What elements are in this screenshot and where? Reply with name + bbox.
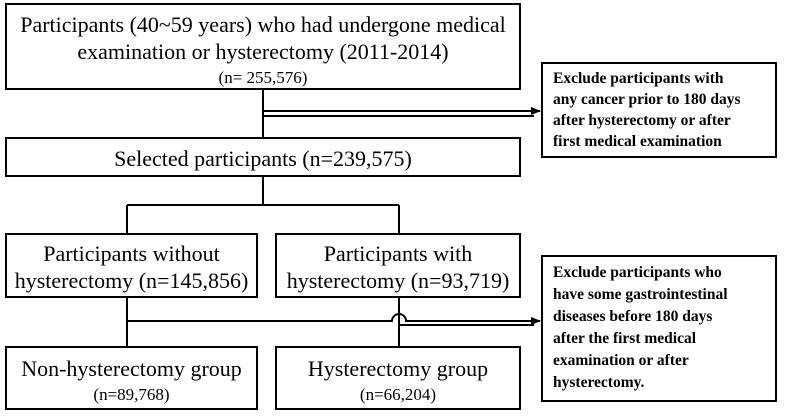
exclusion2-line-5: examination or after [553,352,689,369]
with-line-1: Participants with [323,241,473,266]
exclusion2-line-4: after the first medical [553,330,697,347]
non-hyst-group-count: (n=89,768) [93,385,170,404]
exclusion1-line-1: Exclude participants with [553,70,724,87]
with-line-2: hysterectomy (n=93,719) [286,268,510,293]
exclusion1-line-2: any cancer prior to 180 days [553,91,741,108]
exclusion2-line-6: hysterectomy. [553,374,645,391]
exclusion1-line-3: after hysterectomy or after [553,112,731,129]
initial-count: (n= 255,576) [218,68,308,87]
hysterectomy-group-box [275,346,521,410]
exclusion2-arrow-upper [127,314,540,321]
initial-line-1: Participants (40~59 years) who had undergone medical [20,12,506,37]
initial-line-2: examination or hysterectomy (2011-2014) [77,39,449,64]
without-hysterectomy-box [5,233,258,298]
exclusion2-line-3: diseases before 180 days [553,308,713,325]
exclusion2-line-2: have some gastrointestinal [553,286,728,303]
without-line-1: Participants without [43,241,220,266]
non-hyst-group-label: Non-hysterectomy group [21,356,242,381]
non-hysterectomy-group-box [5,346,258,410]
exclusion1-line-4: first medical examination [553,133,722,150]
exclusion2-line-1: Exclude participants who [553,264,722,281]
initial-participants-box [5,3,521,90]
exclusion-cancer-box [541,62,777,158]
without-line-2: hysterectomy (n=145,856) [14,268,249,293]
hyst-group-count: (n=66,204) [359,385,437,404]
selected-label: Selected participants (n=239,575) [114,146,412,171]
hyst-group-label: Hysterectomy group [307,356,489,381]
exclusion-gastrointestinal-box [541,255,777,402]
with-hysterectomy-box [275,233,521,298]
selected-participants-box [5,137,521,177]
